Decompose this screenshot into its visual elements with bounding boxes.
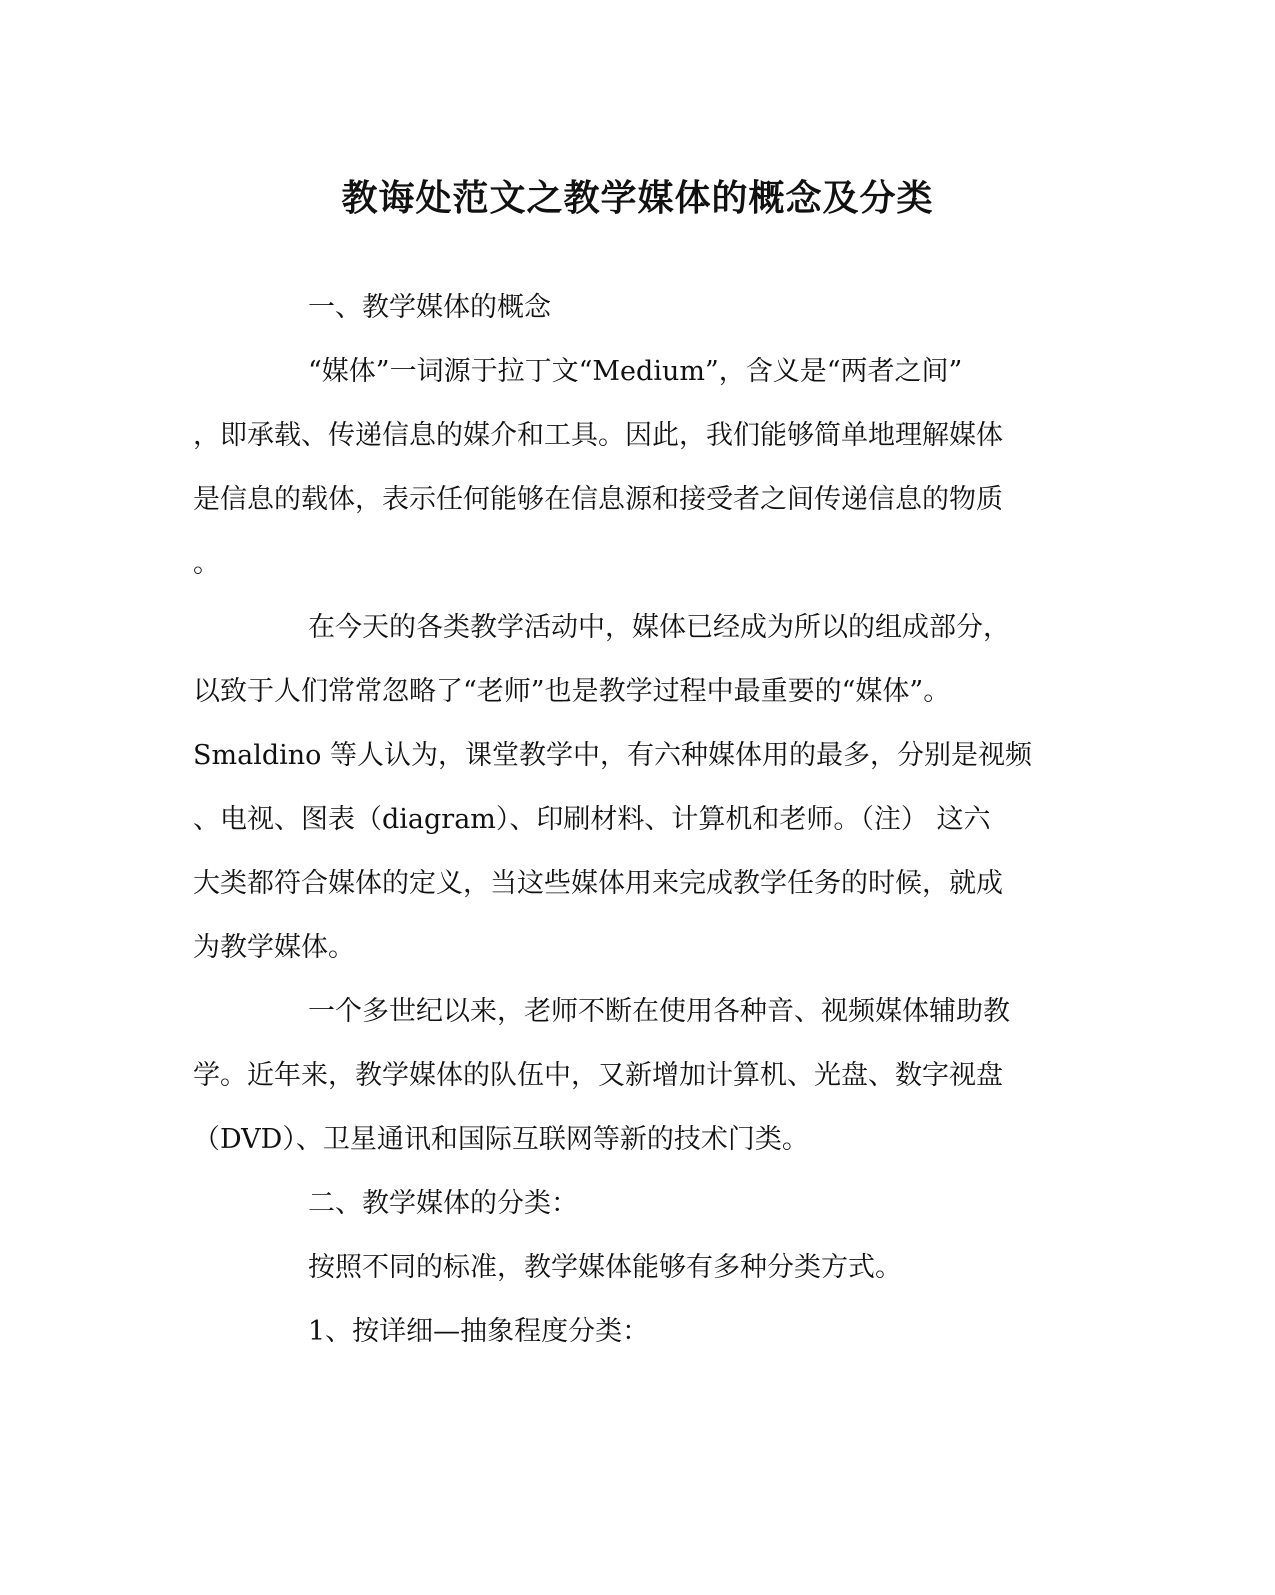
paragraph-line: 学。近年来，教学媒体的队伍中，又新增加计算机、光盘、数字视盘 bbox=[193, 1060, 1003, 1091]
paragraph-line: （DVD）、卫星通讯和国际互联网等新的技术门类。 bbox=[193, 1124, 809, 1155]
paragraph-line: 在今天的各类教学活动中，媒体已经成为所以的组成部分， bbox=[308, 612, 1010, 643]
paragraph-line: 以致于人们常常忽略了“老师”也是教学过程中最重要的“媒体”。 bbox=[193, 676, 951, 707]
section-heading-classification: 二、教学媒体的分类： bbox=[308, 1188, 578, 1219]
subsection-heading: 1、按详细—抽象程度分类： bbox=[308, 1316, 650, 1347]
paragraph-line: 按照不同的标准，教学媒体能够有多种分类方式。 bbox=[308, 1252, 902, 1283]
paragraph-line: 。 bbox=[193, 548, 220, 579]
section-heading-concept: 一、教学媒体的概念 bbox=[308, 292, 551, 323]
paragraph-line: 为教学媒体。 bbox=[193, 932, 355, 963]
paragraph-line: “媒体”一词源于拉丁文“Medium”，含义是“两者之间” bbox=[308, 356, 963, 387]
document-title: 教诲处范文之教学媒体的概念及分类 bbox=[341, 177, 934, 219]
paragraph-line: 是信息的载体，表示任何能够在信息源和接受者之间传递信息的物质 bbox=[193, 484, 1003, 515]
paragraph-line: 一个多世纪以来，老师不断在使用各种音、视频媒体辅助教 bbox=[308, 996, 1010, 1027]
paragraph-line: 、电视、图表（diagram）、印刷材料、计算机和老师。（注） 这六 bbox=[193, 804, 991, 835]
paragraph-line: 大类都符合媒体的定义，当这些媒体用来完成教学任务的时候，就成 bbox=[193, 868, 1003, 899]
paragraph-line: Smaldino 等人认为，课堂教学中，有六种媒体用的最多，分别是视频 bbox=[193, 740, 1032, 771]
paragraph-line: ，即承载、传递信息的媒介和工具。因此，我们能够简单地理解媒体 bbox=[193, 420, 1003, 451]
